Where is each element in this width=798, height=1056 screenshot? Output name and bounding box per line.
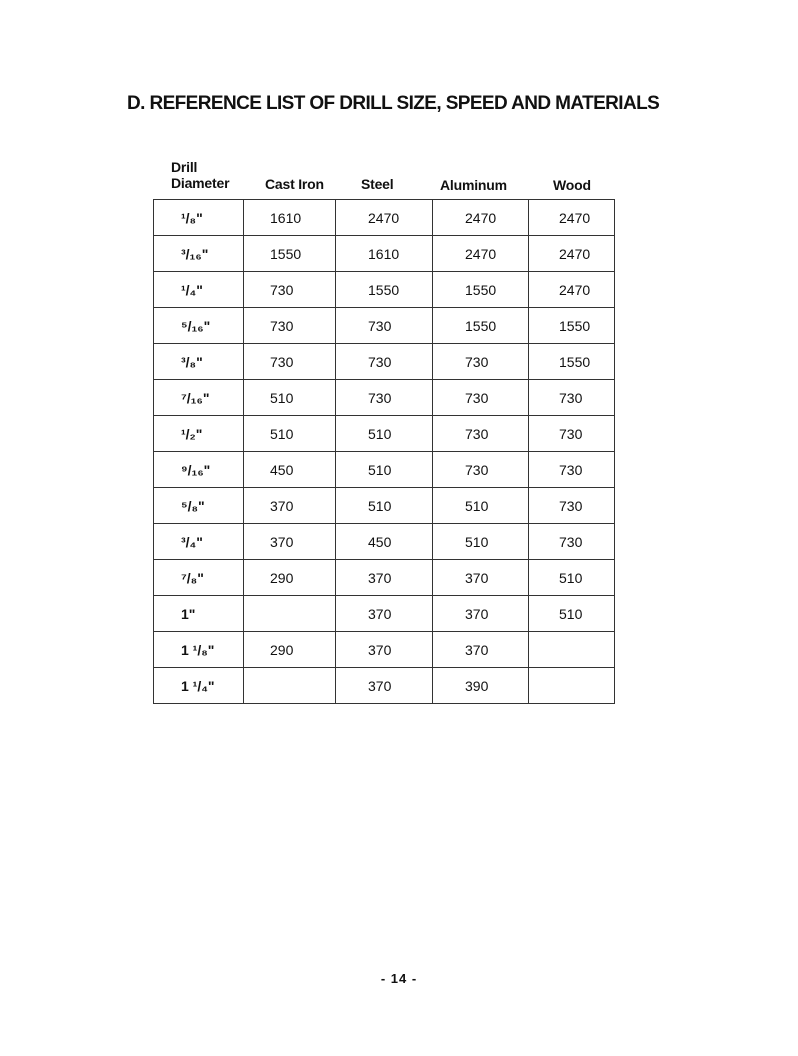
header-aluminum: Aluminum xyxy=(440,177,507,193)
header-drill-line2: Diameter xyxy=(171,175,230,191)
cell-wood: 1550 xyxy=(529,344,615,380)
cell-wood: 730 xyxy=(529,488,615,524)
cell-steel: 510 xyxy=(336,488,433,524)
cell-wood: 730 xyxy=(529,416,615,452)
cell-steel: 450 xyxy=(336,524,433,560)
table-row xyxy=(154,488,615,524)
table-row xyxy=(154,308,615,344)
cell-diameter: ³/₄" xyxy=(154,524,244,560)
cell-diameter: ⁷/₁₆" xyxy=(154,380,244,416)
header-cast-iron: Cast Iron xyxy=(265,176,324,192)
cell-cast-iron: 290 xyxy=(244,560,336,596)
cell-aluminum: 370 xyxy=(433,560,529,596)
cell-wood: 510 xyxy=(529,596,615,632)
cell-wood: 2470 xyxy=(529,200,615,236)
cell-aluminum: 730 xyxy=(433,380,529,416)
header-drill-line1: Drill xyxy=(171,159,198,175)
table-row xyxy=(154,344,615,380)
cell-cast-iron: 370 xyxy=(244,524,336,560)
cell-wood: 730 xyxy=(529,380,615,416)
cell-aluminum: 2470 xyxy=(433,200,529,236)
cell-wood xyxy=(529,668,615,704)
table-row xyxy=(154,452,615,488)
cell-steel: 730 xyxy=(336,344,433,380)
cell-aluminum: 730 xyxy=(433,344,529,380)
cell-diameter: ⁷/₈" xyxy=(154,560,244,596)
cell-diameter: ¹/₈" xyxy=(154,200,244,236)
cell-diameter: ⁵/₁₆" xyxy=(154,308,244,344)
cell-steel: 370 xyxy=(336,560,433,596)
cell-diameter: ⁹/₁₆" xyxy=(154,452,244,488)
cell-aluminum: 730 xyxy=(433,452,529,488)
header-steel: Steel xyxy=(361,176,394,192)
cell-aluminum: 1550 xyxy=(433,308,529,344)
cell-steel: 370 xyxy=(336,668,433,704)
cell-aluminum: 370 xyxy=(433,596,529,632)
cell-wood: 730 xyxy=(529,452,615,488)
cell-steel: 2470 xyxy=(336,200,433,236)
cell-cast-iron xyxy=(244,596,336,632)
cell-aluminum: 370 xyxy=(433,632,529,668)
cell-cast-iron: 1610 xyxy=(244,200,336,236)
cell-cast-iron: 730 xyxy=(244,344,336,380)
page-number: - 14 - xyxy=(380,971,418,986)
cell-cast-iron: 730 xyxy=(244,308,336,344)
cell-cast-iron: 510 xyxy=(244,416,336,452)
cell-wood: 2470 xyxy=(529,272,615,308)
cell-wood: 1550 xyxy=(529,308,615,344)
table-row xyxy=(154,416,615,452)
table-row xyxy=(154,380,615,416)
cell-cast-iron: 1550 xyxy=(244,236,336,272)
drill-speed-table xyxy=(153,199,615,704)
cell-steel: 370 xyxy=(336,632,433,668)
table-row xyxy=(154,668,615,704)
cell-aluminum: 1550 xyxy=(433,272,529,308)
cell-diameter: ³/₁₆" xyxy=(154,236,244,272)
cell-aluminum: 2470 xyxy=(433,236,529,272)
header-wood: Wood xyxy=(553,177,591,193)
table-row xyxy=(154,632,615,668)
cell-wood: 2470 xyxy=(529,236,615,272)
table-row xyxy=(154,200,615,236)
cell-cast-iron: 370 xyxy=(244,488,336,524)
cell-cast-iron: 510 xyxy=(244,380,336,416)
cell-aluminum: 510 xyxy=(433,488,529,524)
table-row xyxy=(154,524,615,560)
cell-diameter: ¹/₄" xyxy=(154,272,244,308)
cell-steel: 730 xyxy=(336,308,433,344)
cell-cast-iron xyxy=(244,668,336,704)
cell-steel: 730 xyxy=(336,380,433,416)
cell-diameter: 1 ¹/₄" xyxy=(154,668,244,704)
cell-steel: 510 xyxy=(336,416,433,452)
cell-diameter: 1" xyxy=(154,596,244,632)
cell-wood xyxy=(529,632,615,668)
cell-wood: 510 xyxy=(529,560,615,596)
cell-aluminum: 730 xyxy=(433,416,529,452)
cell-cast-iron: 450 xyxy=(244,452,336,488)
cell-aluminum: 390 xyxy=(433,668,529,704)
table-row xyxy=(154,236,615,272)
cell-steel: 510 xyxy=(336,452,433,488)
table-row xyxy=(154,272,615,308)
table-row xyxy=(154,596,615,632)
cell-diameter: ¹/₂" xyxy=(154,416,244,452)
cell-wood: 730 xyxy=(529,524,615,560)
cell-diameter: ³/₈" xyxy=(154,344,244,380)
table-row xyxy=(154,560,615,596)
cell-aluminum: 510 xyxy=(433,524,529,560)
cell-diameter: 1 ¹/₈" xyxy=(154,632,244,668)
cell-cast-iron: 730 xyxy=(244,272,336,308)
cell-cast-iron: 290 xyxy=(244,632,336,668)
cell-steel: 1550 xyxy=(336,272,433,308)
page-title: D. REFERENCE LIST OF DRILL SIZE, SPEED AND MATERIALS xyxy=(127,93,660,114)
cell-steel: 1610 xyxy=(336,236,433,272)
cell-diameter: ⁵/₈" xyxy=(154,488,244,524)
cell-steel: 370 xyxy=(336,596,433,632)
